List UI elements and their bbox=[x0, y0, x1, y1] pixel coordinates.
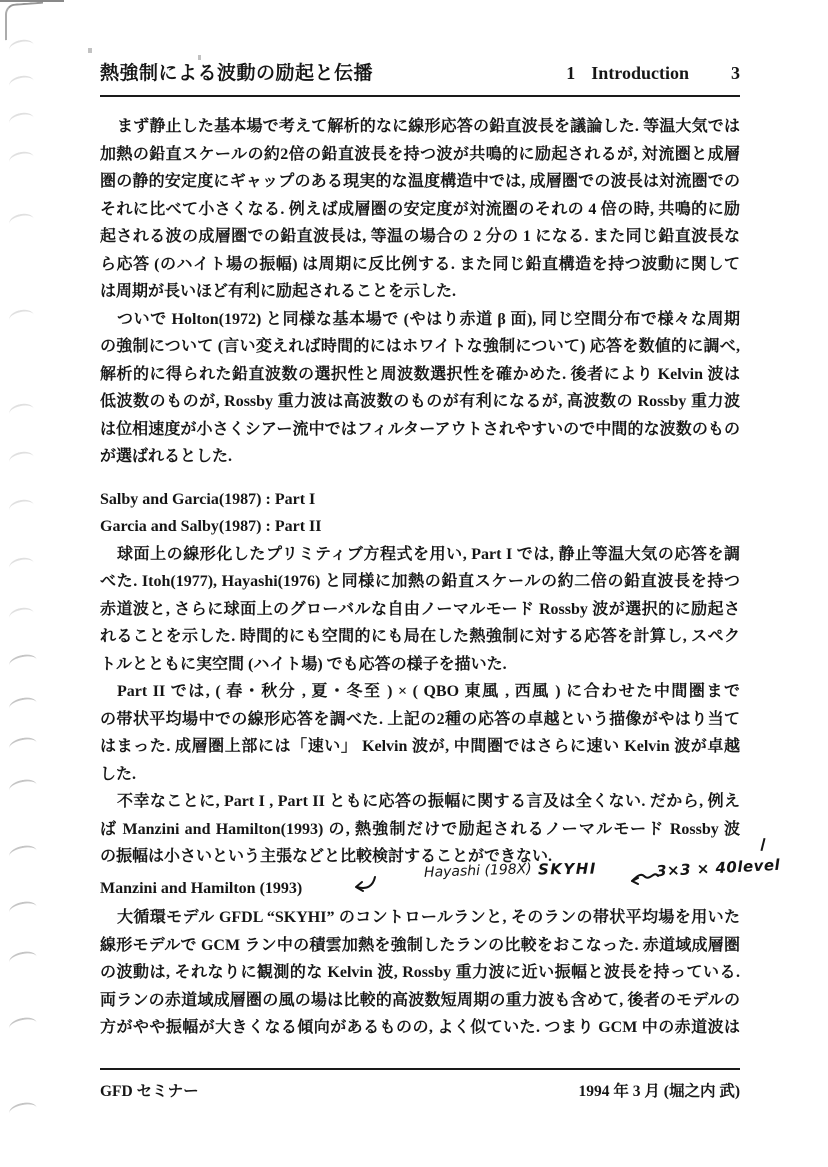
text-line: 加熱の鉛直スケールの約2倍の鉛直波長を持つ波が共鳴的に励起されるが, 対流圏と成層 bbox=[100, 145, 740, 163]
binding-mark bbox=[8, 949, 39, 969]
squiggle-return-arrow-icon bbox=[350, 874, 378, 896]
binding-mark bbox=[8, 498, 36, 518]
handwritten-model-note: SKYHI bbox=[537, 859, 598, 879]
section-title: Introduction bbox=[591, 63, 689, 83]
scan-speck bbox=[88, 48, 92, 53]
page-number: 3 bbox=[731, 63, 740, 83]
text-line: 両ランの赤道域成層圏の風の場は比較的高波数短周期の重力波も含めて, 後者のモデルの bbox=[100, 991, 740, 1009]
text-line: 圏の静的安定度にギャップのある現実的な温度構造中では, 成層圏での波長は対流圏での bbox=[100, 173, 740, 190]
binding-mark bbox=[8, 1015, 39, 1035]
binding-mark bbox=[8, 38, 36, 58]
binding-mark bbox=[8, 899, 39, 919]
handwritten-citation-note: Hayashi (198X) bbox=[423, 861, 532, 881]
binding-mark bbox=[8, 74, 36, 94]
text-line: の波動は, それなりに観測的な Kelvin 波, Rossby 重力波に近い振幅と波長を持っている. bbox=[100, 964, 740, 981]
text-line: は位相速度が小さくシアー流中ではフィルターアウトされやすいので中間的な波数のもの bbox=[100, 420, 740, 438]
text-line: 大循環モデル GFDL “SKYHI” のコントロールランと, そのランの帯状平均場を用いた bbox=[117, 909, 740, 926]
paragraph bbox=[100, 113, 740, 306]
paragraph bbox=[100, 788, 740, 871]
paragraph bbox=[100, 306, 740, 471]
binding-mark bbox=[8, 777, 39, 797]
footer-right: 1994 年 3 月 (堀之内 武) bbox=[578, 1083, 740, 1100]
text-line: 球面上の線形化したプリミティブ方程式を用い, Part I では, 静止等温大気の応答を調 bbox=[117, 545, 740, 563]
text-line: 起される波の成層圏での鉛直波長は, 等温の場合の 2 分の 1 になる. また同じ鉛直波長な bbox=[100, 228, 740, 245]
text-line: の強制について (言い変えれば時間的にはホワイトな強制について) 応答を数値的に調べ, bbox=[100, 338, 740, 355]
footer-left: GFD セミナー bbox=[100, 1083, 199, 1100]
text-line: ついで Holton(1972) と同様な基本場で (やはり赤道 β 面), 同じ空間分布で様々な周期 bbox=[117, 310, 740, 328]
reference-line: Salby and Garcia(1987) : Part I bbox=[100, 490, 316, 508]
text-line: れることを示した. 時間的にも空間的にも局在した熱強制に対する応答を計算し, スペク bbox=[100, 628, 740, 645]
running-title: 熱強制による波動の励起と伝播 bbox=[100, 63, 374, 84]
text-line: ら応答 (のハイト場の振幅) は周期に反比例する. また同じ鉛直構造を持つ波動に関して bbox=[100, 255, 740, 273]
text-line: 方がやや振幅が大きくなる傾向があるものの, よく似ていた. つまり GCM 中の赤道波は bbox=[100, 1019, 740, 1036]
page-corner-artifact bbox=[5, 2, 43, 41]
text-line: まず静止した基本場で考えて解析的なに線形応答の鉛直波長を議論した. 等温大気では bbox=[117, 118, 740, 135]
binding-mark bbox=[8, 1100, 39, 1120]
text-line: べた. Itoh(1977), Hayashi(1976) と同様に加熱の鉛直スケールの約二倍の鉛直波長を持つ bbox=[100, 573, 740, 590]
header-right bbox=[566, 63, 740, 84]
squiggle-left-arrow-icon bbox=[626, 868, 660, 888]
handwritten-resolution-note: 3×3 × 40level bbox=[655, 855, 781, 881]
binding-mark bbox=[8, 308, 36, 328]
text-line: ば Manzini and Hamilton(1993) の, 熱強制だけで励起されるノーマルモード Rossby 波 bbox=[100, 820, 740, 838]
text-line: はまった. 成層圏上部には「速い」 Kelvin 波が, 中間圏ではさらに速い Kelvin 波が卓越 bbox=[100, 738, 740, 755]
page-header bbox=[100, 58, 740, 97]
text-line: した. bbox=[100, 765, 137, 783]
binding-mark bbox=[8, 150, 36, 170]
binding-mark bbox=[8, 450, 36, 470]
text-line: それに比べて小さくなる. 例えば成層圏の安定度が対流圏のそれの 4 倍の時, 共鳴的に励 bbox=[100, 200, 740, 218]
text-line: 赤道波と, さらに球面上のグローバルな自由ノーマルモード Rossby 波が選択的に励起さ bbox=[100, 600, 740, 618]
text-line: 線形モデルで GCM ラン中の積雲加熱を強制したランの比較をおこなった. 赤道域成層圏 bbox=[100, 936, 740, 954]
document-body bbox=[100, 113, 740, 1042]
text-line: 低波数のものが, Rossby 重力波は高波数のものが有利になるが, 高波数の Rossby 重力波 bbox=[100, 393, 740, 410]
binding-mark bbox=[8, 695, 39, 715]
binding-mark bbox=[8, 843, 39, 863]
text-line: が選ばれるとした. bbox=[100, 448, 233, 465]
paragraph bbox=[100, 541, 740, 679]
binding-mark bbox=[8, 652, 39, 672]
section-number: 1 bbox=[566, 63, 576, 83]
paragraph bbox=[100, 678, 740, 788]
paragraph bbox=[100, 904, 740, 1042]
text-line: トルとともに実空間 (ハイト場) でも応答の様子を描いた. bbox=[100, 655, 507, 673]
page-footer bbox=[100, 1068, 740, 1101]
text-line: は周期が長いほど有利に励起されることを示した. bbox=[100, 283, 457, 300]
binding-mark bbox=[8, 402, 36, 422]
reference-line: Garcia and Salby(1987) : Part II bbox=[100, 518, 322, 535]
binding-mark bbox=[8, 556, 36, 576]
tick-mark-icon bbox=[760, 838, 765, 851]
binding-mark bbox=[8, 735, 39, 755]
text-line: の振幅は小さいという主張などと比較検討することができない. bbox=[100, 848, 553, 865]
text-line: Part II では, ( 春・秋分 , 夏・冬至 ) × ( QBO 東風 , 西風 ) に合わせた中間圏まで bbox=[117, 683, 740, 700]
binding-mark bbox=[8, 111, 36, 131]
text-line: の帯状平均場中での線形応答を調べた. 上記の2種の応答の卓越という描像がやはり当て bbox=[100, 710, 740, 728]
subheading: Manzini and Hamilton (1993) bbox=[100, 879, 303, 897]
binding-mark bbox=[8, 212, 36, 232]
text-line: 解析的に得られた鉛直波数の選択性と周波数選択性を確かめた. 後者により Kelvin 波は bbox=[100, 365, 740, 383]
binding-mark bbox=[8, 606, 36, 626]
text-line: 不幸なことに, Part I , Part II ともに応答の振幅に関する言及は全くない. だから, 例え bbox=[117, 793, 740, 810]
